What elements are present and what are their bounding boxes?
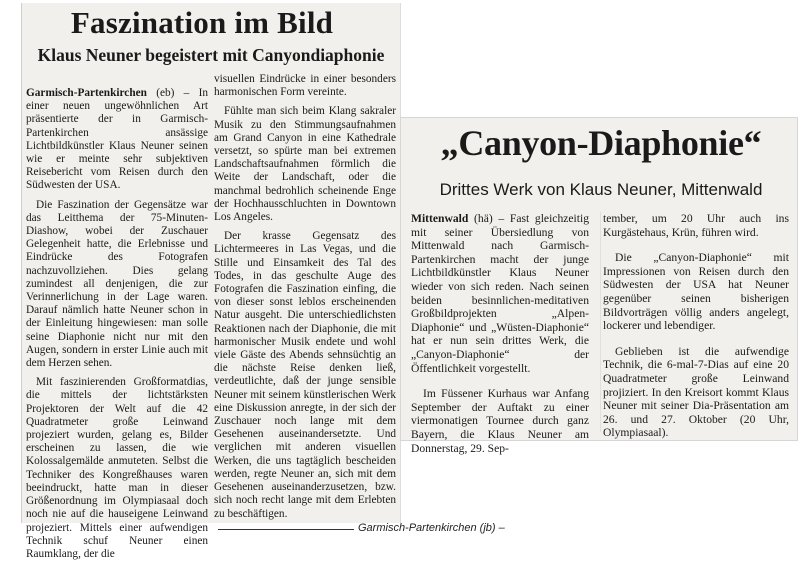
paragraph: Geblieben ist die aufwendige Technik, die 6-mal-7-Dias auf eine 20 Quadratmeter große Leinwand projiziert. In den Kreisort kommt Klaus Neuner mit seiner Dia-Präsentation am 26. und 27. Oktober (20 Uhr, Olympiasaal). [603, 344, 789, 440]
paragraph: Mit faszinierenden Großformatdias, die mittels der lichtstärksten Projektoren der Welt auf die 42 Quadratmeter große Leinwand projeziert wurden, gelang es, Bilder erscheinen zu lassen, die wie Kolossalgemälde anmuteten. Selbst die Techniker des Kongreßhauses waren beeindruckt, hatte man in dieser Größenordnung im Olympiasaal doch noch nie auf die hauseigene Leinwand projeziert. Mittels einer aufwendigen Technik schuf Neuner einen Raumklang, der die [26, 376, 208, 560]
paragraph [26, 87, 208, 193]
paragraph: Der krasse Gegensatz des Lichtermeeres in Las Vegas, und die Stille und Einsamkeit des Tal des Todes, in das geschulte Auge des Fotografen die Faszination einfing, die von dieser sonst leblos erscheinenden Natur ausgeht. Die unterschiedlichsten Reaktionen nach der Diaphonie, die mit harmonischer Musik endete und wohl viele Gäste des Abends sehnsüchtig an die nächste Reise denken ließ, verdeutlichte, daß der junge sensible Neuner mit seinem künstlerischen Werk eine Diskussion anregte, in der sich der Zuschauer noch lange mit dem Gesehenen auseinandersetzte. Und verglichen mit anderen visuellen Werken, die uns tagtäglich bescheiden werden, regte Neuner an, sich mit dem Gesehenen auseinanderzusetzen, bzw. sich noch recht lange mit dem Erlebten zu beschäftigen. [214, 230, 396, 520]
subheadline: Drittes Werk von Klaus Neuner, Mittenwald [439, 180, 763, 199]
paragraph: Die Faszination der Gegensätze war das Leitthema der 75-Minuten-Diashow, wobei der Zuschauer Gelegenheit hatte, die Erlebnisse und Eindrücke des Fotografen nachzuvollziehen. Dies gelang zumindest all denjenigen, die zur Verinnerlichung in der Lage waren. Darauf nämlich hatte Neuner schon in der Einleitung hingewiesen: man solle seine Diaphonie nicht nur mit den Augen, sondern in erster Linie auch mit dem Herzen sehen. [26, 198, 208, 370]
footer-rule [218, 529, 354, 530]
article-column-1 [411, 212, 589, 467]
paragraph-text: – In einer neuen ungewöhnlichen Art präsentierte der in Garmisch-Partenkirchen ansässige Lichtbildkünstler Klaus Neuner seinen wie er meinte sehr subjektiven Reisebericht vom Reisen durch den Südwesten der USA. [26, 87, 208, 192]
headline: Faszination im Bild [70, 5, 334, 40]
footer-source-line: Garmisch-Partenkirchen (jb) – [358, 522, 505, 534]
article-column-1 [26, 87, 208, 567]
article-clipping-faszination [21, 3, 401, 560]
headline: „Canyon-Diaphonie“ [440, 123, 762, 163]
paragraph: tember, um 20 Uhr auch ins Kurgästehaus, Krün, führen wird. [603, 212, 789, 239]
column-divider [600, 212, 601, 432]
paragraph: visuellen Eindrücke in einer besonders harmonischen Form vereinte. [214, 73, 396, 99]
byline: (hä) [474, 212, 493, 225]
paragraph-text: – Fast gleichzeitig mit seiner Übersiedlung von Mittenwald nach Garmisch-Partenkirchen macht der junge Lichtbildkünstler Klaus Neuner wieder von sich reden. Nach seinen beiden besinnlichen-meditativen Großbildprojekten „Alpen-Diaphonie“ und „Wüsten-Diaphonie“ hat er nun sein drittes Werk, die „Canyon-Diaphonie“ der Öffentlichkeit vorgestellt. [411, 212, 589, 375]
byline: (eb) [156, 87, 175, 99]
paragraph: Im Füssener Kurhaus war Anfang September der Auftakt zu einer viermonatigen Tournee durch ganz Bayern, die Klaus Neuner am Donnerstag, 29. Sep- [411, 387, 589, 455]
article-column-2 [214, 73, 396, 527]
paragraph [411, 212, 589, 375]
subheadline: Klaus Neuner begeistert mit Canyondiaphonie [37, 45, 385, 65]
dateline: Mittenwald [411, 212, 469, 225]
article-clipping-canyon-diaphonie [400, 117, 798, 455]
article-column-2 [603, 212, 789, 452]
paragraph: Die „Canyon-Diaphonie“ mit Impressionen von Reisen durch den Südwesten der USA hat Neuner gegenüber seinen bisherigen Bildvorträgen völlig anders angelegt, lockerer und lebendiger. [603, 251, 789, 333]
dateline: Garmisch-Partenkirchen [26, 87, 147, 99]
paragraph: Fühlte man sich beim Klang sakraler Musik zu den Stimmungsaufnahmen am Grand Canyon in eine Kathedrale versetzt, so spürte man bei extremen Landschaftsaufnahmen förmlich die Weite der Landschaft, oder die manchmal bedrohlich scheinende Enge der Hochhausschluchten in Downtown Los Angeles. [214, 105, 396, 224]
